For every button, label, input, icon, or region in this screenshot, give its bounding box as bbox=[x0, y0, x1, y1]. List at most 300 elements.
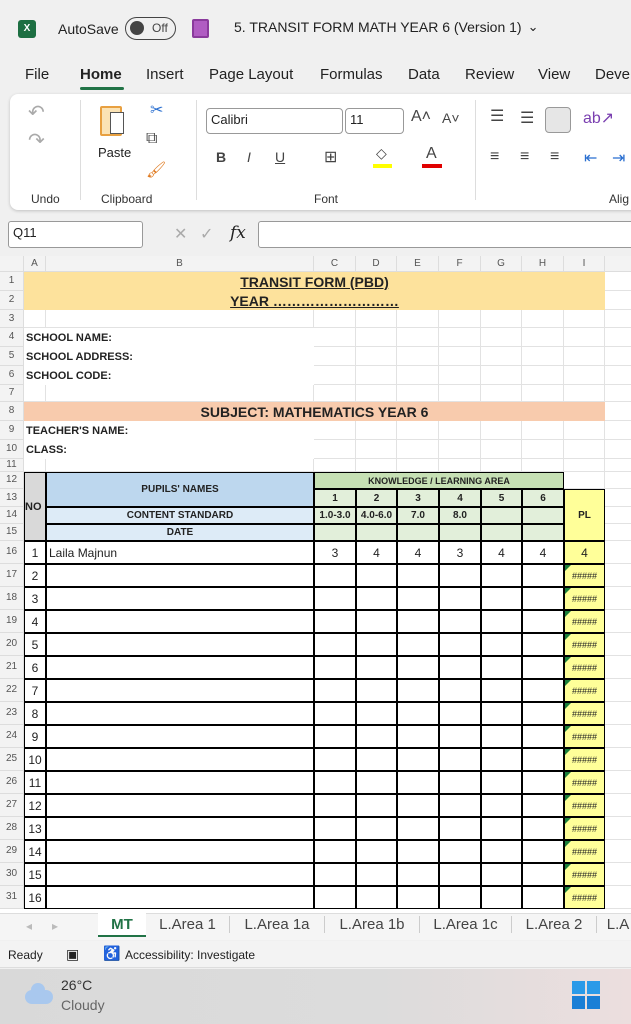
increase-font-icon[interactable]: A˄ bbox=[411, 108, 432, 125]
menu-tab-file[interactable]: File bbox=[25, 66, 50, 83]
cell[interactable] bbox=[439, 459, 481, 472]
cell[interactable] bbox=[481, 459, 522, 472]
pupil-score[interactable] bbox=[481, 817, 522, 840]
row-header[interactable]: 6 bbox=[0, 366, 24, 385]
macro-recording-icon[interactable]: ▣ bbox=[66, 946, 80, 962]
cell[interactable] bbox=[314, 328, 356, 347]
cell[interactable] bbox=[314, 366, 356, 385]
pupil-no[interactable]: 2 bbox=[24, 564, 46, 587]
pupil-score[interactable] bbox=[522, 587, 564, 610]
cell[interactable] bbox=[605, 886, 631, 909]
pupil-score[interactable] bbox=[314, 656, 356, 679]
cell[interactable] bbox=[564, 347, 605, 366]
cell[interactable] bbox=[605, 817, 631, 840]
pupil-score[interactable]: 4 bbox=[481, 541, 522, 564]
area-standard[interactable]: 1.0-3.0 bbox=[314, 507, 356, 524]
pupil-pl[interactable]: ##### bbox=[564, 587, 605, 610]
chevron-down-icon[interactable]: ⌄ bbox=[527, 19, 539, 34]
cell[interactable] bbox=[605, 679, 631, 702]
cell[interactable] bbox=[314, 459, 356, 472]
increase-indent-icon[interactable]: ⇥ bbox=[612, 150, 626, 167]
pupil-score[interactable] bbox=[439, 564, 481, 587]
pupil-score[interactable]: 4 bbox=[356, 541, 397, 564]
cell[interactable] bbox=[439, 421, 481, 440]
cell[interactable] bbox=[605, 840, 631, 863]
pupil-no[interactable]: 15 bbox=[24, 863, 46, 886]
pupil-score[interactable] bbox=[356, 886, 397, 909]
cell[interactable] bbox=[46, 459, 314, 472]
menu-tab-formulas[interactable]: Formulas bbox=[320, 66, 383, 83]
cell[interactable] bbox=[356, 310, 397, 328]
pupil-name[interactable] bbox=[46, 702, 314, 725]
cell[interactable] bbox=[397, 440, 439, 459]
pupil-score[interactable] bbox=[522, 748, 564, 771]
decrease-indent-icon[interactable]: ⇤ bbox=[584, 150, 598, 167]
pupil-name[interactable] bbox=[46, 886, 314, 909]
cell[interactable] bbox=[605, 748, 631, 771]
pupil-no[interactable]: 10 bbox=[24, 748, 46, 771]
menu-tab-page-layout[interactable]: Page Layout bbox=[209, 66, 294, 83]
paste-button[interactable]: Paste bbox=[98, 145, 132, 160]
italic-button[interactable]: I bbox=[247, 149, 251, 165]
pupil-no[interactable]: 12 bbox=[24, 794, 46, 817]
pupil-score[interactable] bbox=[522, 886, 564, 909]
pupil-no[interactable]: 11 bbox=[24, 771, 46, 794]
cut-icon[interactable]: ✂ bbox=[150, 102, 164, 119]
pupil-pl[interactable]: ##### bbox=[564, 794, 605, 817]
cell[interactable] bbox=[522, 347, 564, 366]
pupil-pl[interactable]: ##### bbox=[564, 633, 605, 656]
pupil-score[interactable] bbox=[397, 771, 439, 794]
area-number[interactable]: 6 bbox=[522, 489, 564, 507]
cell[interactable] bbox=[605, 489, 631, 507]
area-date[interactable] bbox=[397, 524, 439, 541]
cell[interactable] bbox=[314, 385, 356, 402]
area-standard[interactable] bbox=[481, 507, 522, 524]
spreadsheet-grid[interactable] bbox=[0, 256, 631, 913]
pupil-score[interactable] bbox=[439, 656, 481, 679]
pupils-names-header[interactable]: PUPILS' NAMES bbox=[46, 472, 314, 507]
row-header[interactable]: 27 bbox=[0, 794, 24, 817]
pupil-score[interactable] bbox=[314, 564, 356, 587]
pupil-pl[interactable]: ##### bbox=[564, 817, 605, 840]
pupil-score[interactable] bbox=[356, 840, 397, 863]
redo-icon[interactable]: ↷ bbox=[28, 130, 45, 152]
cell[interactable] bbox=[356, 459, 397, 472]
pupil-score[interactable] bbox=[397, 702, 439, 725]
row-header[interactable]: 14 bbox=[0, 507, 24, 524]
pupil-score[interactable] bbox=[481, 748, 522, 771]
pupil-score[interactable] bbox=[397, 633, 439, 656]
pupil-score[interactable] bbox=[314, 610, 356, 633]
pupil-pl[interactable]: ##### bbox=[564, 702, 605, 725]
pupil-no[interactable]: 7 bbox=[24, 679, 46, 702]
sheet-tab[interactable]: L.Area 1 bbox=[146, 916, 230, 933]
row-header[interactable]: 24 bbox=[0, 725, 24, 748]
pupil-pl[interactable]: ##### bbox=[564, 610, 605, 633]
pupil-score[interactable] bbox=[397, 610, 439, 633]
cell[interactable] bbox=[522, 385, 564, 402]
sheet-tab[interactable]: L.Area 1b bbox=[325, 916, 420, 933]
row-header[interactable]: 1 bbox=[0, 272, 24, 291]
cell[interactable] bbox=[522, 459, 564, 472]
enter-icon[interactable]: ✓ bbox=[200, 226, 214, 243]
row-header[interactable]: 5 bbox=[0, 347, 24, 366]
pupil-score[interactable] bbox=[397, 817, 439, 840]
column-header[interactable]: H bbox=[522, 256, 564, 272]
pupil-score[interactable] bbox=[356, 725, 397, 748]
pupil-pl[interactable]: ##### bbox=[564, 771, 605, 794]
area-standard[interactable]: 7.0 bbox=[397, 507, 439, 524]
cell[interactable] bbox=[356, 421, 397, 440]
column-header[interactable]: C bbox=[314, 256, 356, 272]
pupil-score[interactable] bbox=[314, 679, 356, 702]
pupil-name[interactable]: Laila Majnun bbox=[46, 541, 314, 564]
cell[interactable] bbox=[605, 541, 631, 564]
pl-header[interactable]: PL bbox=[564, 489, 605, 541]
subject-heading[interactable]: SUBJECT: MATHEMATICS YEAR 6 bbox=[24, 402, 605, 421]
area-number[interactable]: 3 bbox=[397, 489, 439, 507]
pupil-no[interactable]: 4 bbox=[24, 610, 46, 633]
area-standard[interactable] bbox=[522, 507, 564, 524]
cell[interactable] bbox=[439, 440, 481, 459]
cell[interactable] bbox=[314, 421, 356, 440]
pupil-score[interactable] bbox=[439, 725, 481, 748]
pupil-score[interactable] bbox=[439, 679, 481, 702]
cell[interactable] bbox=[605, 633, 631, 656]
cell[interactable] bbox=[564, 472, 605, 489]
menu-tab-review[interactable]: Review bbox=[465, 66, 515, 83]
pupil-score[interactable]: 4 bbox=[397, 541, 439, 564]
column-header[interactable]: G bbox=[481, 256, 522, 272]
row-header[interactable]: 17 bbox=[0, 564, 24, 587]
row-header[interactable]: 19 bbox=[0, 610, 24, 633]
underline-button[interactable]: U bbox=[275, 149, 286, 165]
pupil-no[interactable]: 3 bbox=[24, 587, 46, 610]
cell[interactable] bbox=[605, 272, 631, 291]
row-header[interactable]: 29 bbox=[0, 840, 24, 863]
cell[interactable] bbox=[605, 702, 631, 725]
pupil-name[interactable] bbox=[46, 863, 314, 886]
pupil-pl[interactable]: ##### bbox=[564, 656, 605, 679]
school-address-label[interactable]: SCHOOL ADDRESS: bbox=[24, 347, 314, 366]
cell[interactable] bbox=[356, 347, 397, 366]
undo-icon[interactable]: ↶ bbox=[28, 102, 45, 124]
format-painter-icon[interactable]: 🖌 bbox=[146, 162, 167, 179]
pupil-score[interactable] bbox=[356, 817, 397, 840]
pupil-score[interactable] bbox=[481, 679, 522, 702]
fill-color-icon[interactable]: ◇ bbox=[376, 145, 387, 161]
pupil-score[interactable] bbox=[439, 610, 481, 633]
pupil-score[interactable] bbox=[522, 656, 564, 679]
pupil-score[interactable] bbox=[397, 587, 439, 610]
area-date[interactable] bbox=[356, 524, 397, 541]
pupil-score[interactable] bbox=[314, 633, 356, 656]
pupil-score[interactable] bbox=[397, 794, 439, 817]
pupil-score[interactable]: 4 bbox=[522, 541, 564, 564]
pupil-name[interactable] bbox=[46, 748, 314, 771]
align-center-icon[interactable]: ≡ bbox=[520, 148, 530, 165]
document-title[interactable]: 5. TRANSIT FORM MATH YEAR 6 (Version 1) bbox=[234, 19, 522, 35]
accessibility-icon[interactable]: ♿ bbox=[103, 945, 121, 961]
column-header[interactable]: D bbox=[356, 256, 397, 272]
menu-tab-home[interactable]: Home bbox=[80, 66, 122, 83]
pupil-score[interactable] bbox=[356, 748, 397, 771]
cell[interactable] bbox=[46, 385, 314, 402]
class-label[interactable]: CLASS: bbox=[24, 440, 314, 459]
cell[interactable] bbox=[605, 347, 631, 366]
font-size-select[interactable]: 11 bbox=[345, 108, 404, 134]
row-header[interactable]: 2 bbox=[0, 291, 24, 310]
align-bottom-button[interactable] bbox=[545, 107, 571, 133]
cell[interactable] bbox=[314, 347, 356, 366]
pupil-score[interactable] bbox=[481, 656, 522, 679]
cell[interactable] bbox=[605, 421, 631, 440]
cell[interactable] bbox=[605, 459, 631, 472]
pupil-name[interactable] bbox=[46, 656, 314, 679]
pupil-score[interactable] bbox=[481, 886, 522, 909]
cell[interactable] bbox=[605, 771, 631, 794]
pupil-score[interactable] bbox=[522, 702, 564, 725]
formula-input[interactable] bbox=[258, 221, 631, 248]
form-year[interactable]: YEAR ……………………… bbox=[24, 291, 605, 310]
cell[interactable] bbox=[522, 366, 564, 385]
row-header[interactable]: 9 bbox=[0, 421, 24, 440]
cell[interactable] bbox=[397, 459, 439, 472]
row-header[interactable]: 18 bbox=[0, 587, 24, 610]
pupil-score[interactable] bbox=[439, 748, 481, 771]
bold-button[interactable]: B bbox=[216, 149, 227, 165]
area-number[interactable]: 4 bbox=[439, 489, 481, 507]
pupil-score[interactable] bbox=[314, 863, 356, 886]
pupil-score[interactable] bbox=[522, 633, 564, 656]
cell[interactable] bbox=[439, 347, 481, 366]
cell[interactable] bbox=[605, 725, 631, 748]
knowledge-area-header[interactable]: KNOWLEDGE / LEARNING AREA bbox=[314, 472, 564, 489]
select-all[interactable] bbox=[0, 256, 24, 272]
cloud-icon[interactable] bbox=[25, 990, 53, 1004]
pupil-score[interactable] bbox=[481, 863, 522, 886]
cell[interactable] bbox=[356, 328, 397, 347]
pupil-score[interactable] bbox=[314, 840, 356, 863]
sheet-tab[interactable]: L.Area 2 bbox=[512, 916, 597, 933]
copy-icon[interactable]: ⧉ bbox=[146, 130, 158, 147]
cell[interactable] bbox=[481, 366, 522, 385]
sheet-tab[interactable]: L.Area 1c bbox=[420, 916, 512, 933]
align-left-icon[interactable]: ≡ bbox=[490, 148, 500, 165]
column-header[interactable]: B bbox=[46, 256, 314, 272]
pupil-score[interactable] bbox=[439, 817, 481, 840]
sheet-tab[interactable]: L.Area 1a bbox=[230, 916, 325, 933]
cell[interactable] bbox=[397, 328, 439, 347]
cell[interactable] bbox=[46, 310, 314, 328]
pupil-score[interactable] bbox=[439, 794, 481, 817]
pupil-score[interactable] bbox=[314, 817, 356, 840]
pupil-score[interactable] bbox=[481, 725, 522, 748]
cell[interactable] bbox=[439, 328, 481, 347]
row-header[interactable]: 31 bbox=[0, 886, 24, 909]
autosave-toggle[interactable] bbox=[125, 17, 176, 40]
pupil-score[interactable] bbox=[397, 656, 439, 679]
pupil-score[interactable] bbox=[397, 863, 439, 886]
pupil-score[interactable] bbox=[356, 863, 397, 886]
area-number[interactable]: 5 bbox=[481, 489, 522, 507]
cell[interactable] bbox=[605, 385, 631, 402]
cell[interactable] bbox=[605, 328, 631, 347]
pupil-score[interactable] bbox=[439, 702, 481, 725]
pupil-name[interactable] bbox=[46, 794, 314, 817]
row-header[interactable]: 25 bbox=[0, 748, 24, 771]
pupil-score[interactable] bbox=[356, 794, 397, 817]
function-icon[interactable]: fx bbox=[230, 223, 246, 243]
pupil-score[interactable] bbox=[481, 633, 522, 656]
cell[interactable] bbox=[605, 472, 631, 489]
cell[interactable] bbox=[605, 587, 631, 610]
cell[interactable] bbox=[439, 385, 481, 402]
cell[interactable] bbox=[481, 385, 522, 402]
pupil-score[interactable] bbox=[356, 656, 397, 679]
area-date[interactable] bbox=[481, 524, 522, 541]
pupil-score[interactable]: 3 bbox=[439, 541, 481, 564]
cell[interactable] bbox=[522, 440, 564, 459]
font-name-select[interactable]: Calibri bbox=[206, 108, 343, 134]
pupil-pl[interactable]: ##### bbox=[564, 886, 605, 909]
row-header[interactable]: 22 bbox=[0, 679, 24, 702]
cell[interactable] bbox=[564, 310, 605, 328]
document-title-group[interactable] bbox=[234, 19, 539, 35]
pupil-score[interactable] bbox=[481, 610, 522, 633]
name-box[interactable]: Q11 bbox=[8, 221, 143, 248]
pupil-pl[interactable]: ##### bbox=[564, 840, 605, 863]
cell[interactable] bbox=[564, 459, 605, 472]
pupil-score[interactable] bbox=[481, 794, 522, 817]
pupil-name[interactable] bbox=[46, 587, 314, 610]
sheet-tab[interactable]: L.A bbox=[597, 916, 631, 933]
pupil-score[interactable] bbox=[522, 725, 564, 748]
pupil-score[interactable] bbox=[314, 725, 356, 748]
cell[interactable] bbox=[564, 366, 605, 385]
pupil-score[interactable] bbox=[314, 748, 356, 771]
pupil-score[interactable] bbox=[481, 771, 522, 794]
pupil-score[interactable] bbox=[522, 863, 564, 886]
pupil-score[interactable] bbox=[356, 587, 397, 610]
pupil-score[interactable] bbox=[314, 771, 356, 794]
pupil-score[interactable] bbox=[314, 886, 356, 909]
pupil-score[interactable] bbox=[439, 863, 481, 886]
pupil-score[interactable] bbox=[522, 610, 564, 633]
cell[interactable] bbox=[605, 656, 631, 679]
cell[interactable] bbox=[605, 524, 631, 541]
pupil-score[interactable] bbox=[439, 633, 481, 656]
cell[interactable] bbox=[24, 310, 46, 328]
pupil-score[interactable]: 3 bbox=[314, 541, 356, 564]
cell[interactable] bbox=[314, 310, 356, 328]
pupil-no[interactable]: 14 bbox=[24, 840, 46, 863]
cell[interactable] bbox=[605, 402, 631, 421]
pupil-pl[interactable]: ##### bbox=[564, 863, 605, 886]
column-header[interactable]: F bbox=[439, 256, 481, 272]
pupil-score[interactable] bbox=[439, 587, 481, 610]
pupil-score[interactable] bbox=[314, 794, 356, 817]
cancel-icon[interactable]: ✕ bbox=[174, 226, 188, 243]
pupil-score[interactable] bbox=[522, 840, 564, 863]
cell[interactable] bbox=[522, 328, 564, 347]
cell[interactable] bbox=[397, 421, 439, 440]
teacher-name-label[interactable]: TEACHER'S NAME: bbox=[24, 421, 314, 440]
weather-condition[interactable]: Cloudy bbox=[61, 997, 105, 1013]
pupil-score[interactable] bbox=[481, 564, 522, 587]
cell[interactable] bbox=[605, 610, 631, 633]
pupil-score[interactable] bbox=[522, 817, 564, 840]
pupil-score[interactable] bbox=[314, 702, 356, 725]
pupil-name[interactable] bbox=[46, 840, 314, 863]
area-date[interactable] bbox=[314, 524, 356, 541]
align-right-icon[interactable]: ≡ bbox=[550, 148, 560, 165]
menu-tab-data[interactable]: Data bbox=[408, 66, 440, 83]
align-middle-icon[interactable]: ☰ bbox=[520, 110, 535, 127]
column-header[interactable]: I bbox=[564, 256, 605, 272]
cell[interactable] bbox=[481, 310, 522, 328]
cell[interactable] bbox=[605, 863, 631, 886]
pupil-score[interactable] bbox=[522, 564, 564, 587]
row-header[interactable]: 13 bbox=[0, 489, 24, 507]
cell[interactable] bbox=[481, 347, 522, 366]
cell[interactable] bbox=[605, 507, 631, 524]
pupil-no[interactable]: 13 bbox=[24, 817, 46, 840]
pupil-pl[interactable]: ##### bbox=[564, 748, 605, 771]
pupil-score[interactable] bbox=[356, 702, 397, 725]
align-top-icon[interactable]: ☰ bbox=[490, 108, 505, 125]
area-date[interactable] bbox=[522, 524, 564, 541]
row-header[interactable]: 8 bbox=[0, 402, 24, 421]
pupil-score[interactable] bbox=[522, 679, 564, 702]
pupil-no[interactable]: 16 bbox=[24, 886, 46, 909]
area-date[interactable] bbox=[439, 524, 481, 541]
pupil-name[interactable] bbox=[46, 771, 314, 794]
cell[interactable] bbox=[522, 421, 564, 440]
pupil-score[interactable] bbox=[397, 564, 439, 587]
row-header[interactable]: 15 bbox=[0, 524, 24, 541]
row-header[interactable]: 11 bbox=[0, 459, 24, 472]
row-header[interactable]: 3 bbox=[0, 310, 24, 328]
menu-tab-deve[interactable]: Deve bbox=[595, 66, 631, 83]
pupil-score[interactable] bbox=[522, 771, 564, 794]
pupil-pl[interactable]: ##### bbox=[564, 725, 605, 748]
cell[interactable] bbox=[397, 366, 439, 385]
content-standard-header[interactable]: CONTENT STANDARD bbox=[46, 507, 314, 524]
row-header[interactable]: 7 bbox=[0, 385, 24, 402]
pupil-name[interactable] bbox=[46, 725, 314, 748]
font-color-icon[interactable]: A bbox=[426, 145, 437, 162]
cell[interactable] bbox=[605, 440, 631, 459]
pupil-score[interactable] bbox=[397, 840, 439, 863]
area-number[interactable]: 1 bbox=[314, 489, 356, 507]
row-header[interactable]: 23 bbox=[0, 702, 24, 725]
cell[interactable] bbox=[314, 440, 356, 459]
cell[interactable] bbox=[356, 385, 397, 402]
pupil-score[interactable] bbox=[439, 886, 481, 909]
pupil-no[interactable]: 1 bbox=[24, 541, 46, 564]
school-name-label[interactable]: SCHOOL NAME: bbox=[24, 328, 314, 347]
pupil-score[interactable] bbox=[356, 564, 397, 587]
cell[interactable] bbox=[605, 366, 631, 385]
windows-start-icon[interactable] bbox=[572, 981, 600, 1009]
pupil-name[interactable] bbox=[46, 817, 314, 840]
pupil-pl[interactable]: ##### bbox=[564, 564, 605, 587]
pupil-name[interactable] bbox=[46, 610, 314, 633]
form-title[interactable]: TRANSIT FORM (PBD) bbox=[24, 272, 605, 291]
pupil-score[interactable] bbox=[439, 771, 481, 794]
